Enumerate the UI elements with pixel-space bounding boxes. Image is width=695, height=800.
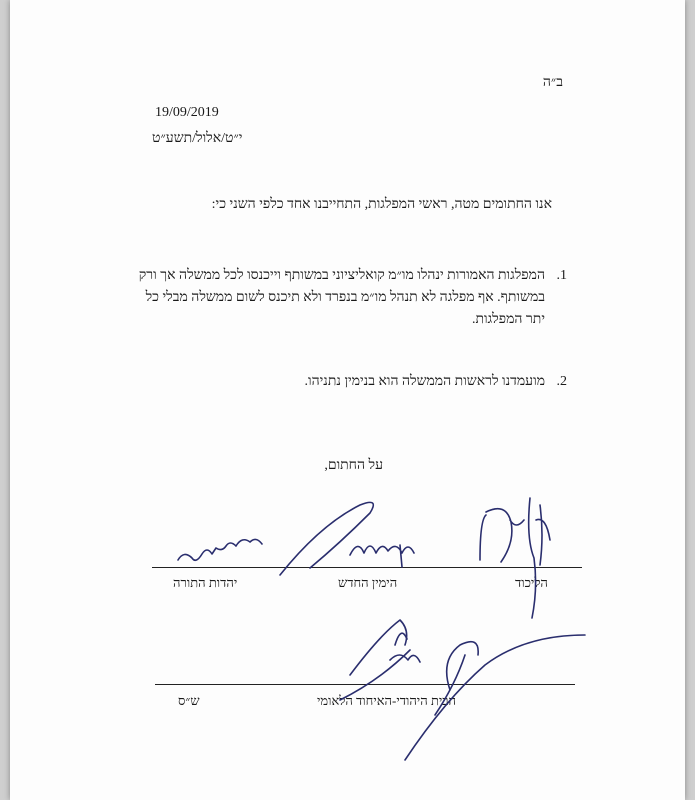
party-likud: הליכוד [515, 575, 548, 590]
signature-likud [480, 498, 550, 618]
intro-paragraph: אנו החתומים מטה, ראשי המפלגות, התחייבנו אחד כלפי השני כי: [211, 197, 552, 212]
clause-number: 2. [556, 374, 567, 389]
signature-new-right [280, 502, 414, 575]
clause-text: מועמדנו לראשות הממשלה הוא בנימין נתניהו. [304, 374, 545, 389]
party-new-right: הימין החדש [338, 575, 398, 590]
party-shas: ש״ס [178, 693, 200, 708]
hebrew-date: י״ט/אלול/תשע״ט [152, 131, 243, 146]
signature-shas-area [350, 620, 420, 675]
party-utj: יהדות התורה [173, 575, 238, 590]
clause-text: המפלגות האמורות ינהלו מו״מ קואליציוני במשותף וייכנסו לכל ממשלה אך ורק במשותף. אף מפלגה לא תנהל מו״מ בנפרד ולא תיכנס לשום ממשלה מבלי כל יתר המפלגות. [138, 268, 545, 327]
clause-number: 1. [556, 268, 567, 283]
bh-header: ב״ה [542, 75, 563, 90]
signed-label: על החתום, [324, 458, 383, 473]
signature-jewish-home [405, 635, 585, 760]
gregorian-date: 19/09/2019 [155, 105, 219, 120]
document-page [10, 0, 685, 800]
party-jewish-home: הבית היהודי-האיחוד הלאומי [317, 693, 457, 708]
handwritten-signatures [10, 0, 685, 800]
signature-litzman [178, 539, 262, 560]
